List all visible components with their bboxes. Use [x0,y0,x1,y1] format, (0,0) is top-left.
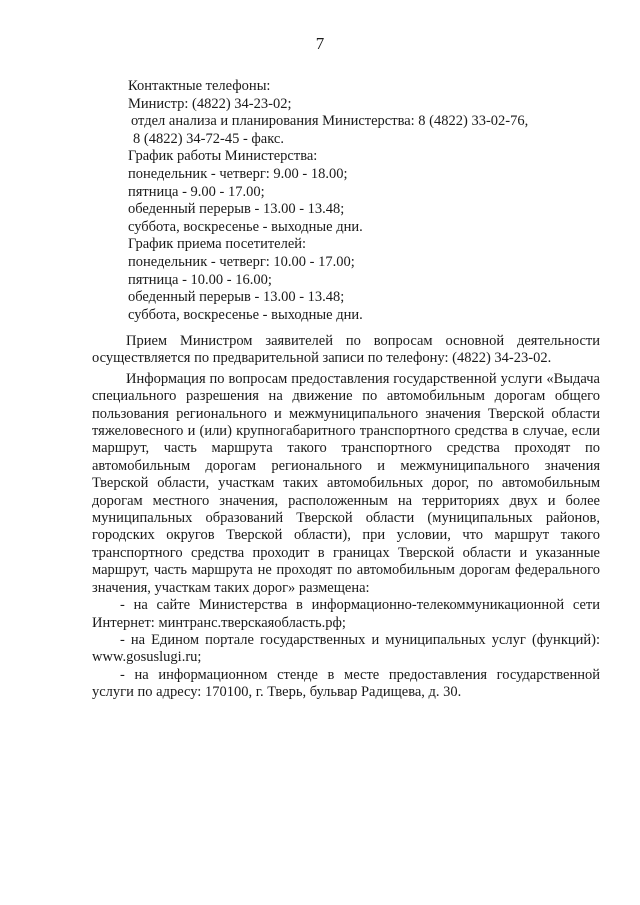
work-schedule-lunch: обеденный перерыв - 13.00 - 13.48; [128,201,345,218]
work-schedule-heading: График работы Министерства: [128,148,318,165]
bullet-information-stand: - на информационном стенде в месте предоставления государственной услуги по адресу: 170100, г. Тверь, бульвар Радищева, д. 30. [92,666,600,701]
visitor-schedule-heading: График приема посетителей: [128,236,307,253]
visitor-schedule-weekend: суббота, воскресенье - выходные дни. [128,306,363,323]
contact-info-block [128,78,598,324]
work-schedule-mon-thu: понедельник - четверг: 9.00 - 18.00; [128,165,348,182]
bullet-ministry-website: - на сайте Министерства в информационно-телекоммуникационной сети Интернет: минтранс.тверскаяобласть.рф; [92,597,600,631]
contacts-heading: Контактные телефоны: [128,78,271,94]
bullet-gosuslugi-portal: - на Едином портале государственных и муниципальных услуг (функций): www.gosuslugi.ru; [92,631,600,666]
department-phone: отдел анализа и планирования Министерства: 8 (4822) 33-02-76, [131,113,529,130]
visitor-schedule-fri: пятница - 10.00 - 16.00; [128,271,272,288]
page-number: 7 [315,34,325,53]
visitor-schedule-lunch: обеденный перерыв - 13.00 - 13.48; [128,289,345,306]
main-text [92,333,600,702]
work-schedule-weekend: суббота, воскресенье - выходные дни. [128,218,363,235]
fax-number: 8 (4822) 34-72-45 - факс. [133,130,284,147]
minister-phone: Министр: (4822) 34-23-02; [128,95,292,112]
visitor-schedule-mon-thu: понедельник - четверг: 10.00 - 17.00; [128,253,355,270]
information-paragraph: Информация по вопросам предоставления государственной услуги «Выдача специального разрешения на движение по автомобильным дорогам общего пользования регионального и межмуниципального значения Тверской области тяжеловесного и (или) крупногабаритного транспортного средства в случае, если маршрут, часть маршрута такого транспортного средства проходят по автомобильным дорогам регионального и межмуниципального значения Тверской области, участкам таких автомобильных дорог, по автомобильным дорогам местного значения, расположенным на территориях двух и более муниципальных образований Тверской области (муниципальных районов, городских округов Тверской области), при условии, что маршрут такого транспортного средства проходит в границах Тверской области и указанные маршрут, часть маршрута не проходят по автомобильным дорогам федерального значения, участкам таких дорог» размещена: [92,370,600,596]
work-schedule-fri: пятница - 9.00 - 17.00; [128,183,265,200]
reception-paragraph: Прием Министром заявителей по вопросам основной деятельности осуществляется по предварительной записи по телефону: (4822) 34-23-02. [92,333,600,367]
